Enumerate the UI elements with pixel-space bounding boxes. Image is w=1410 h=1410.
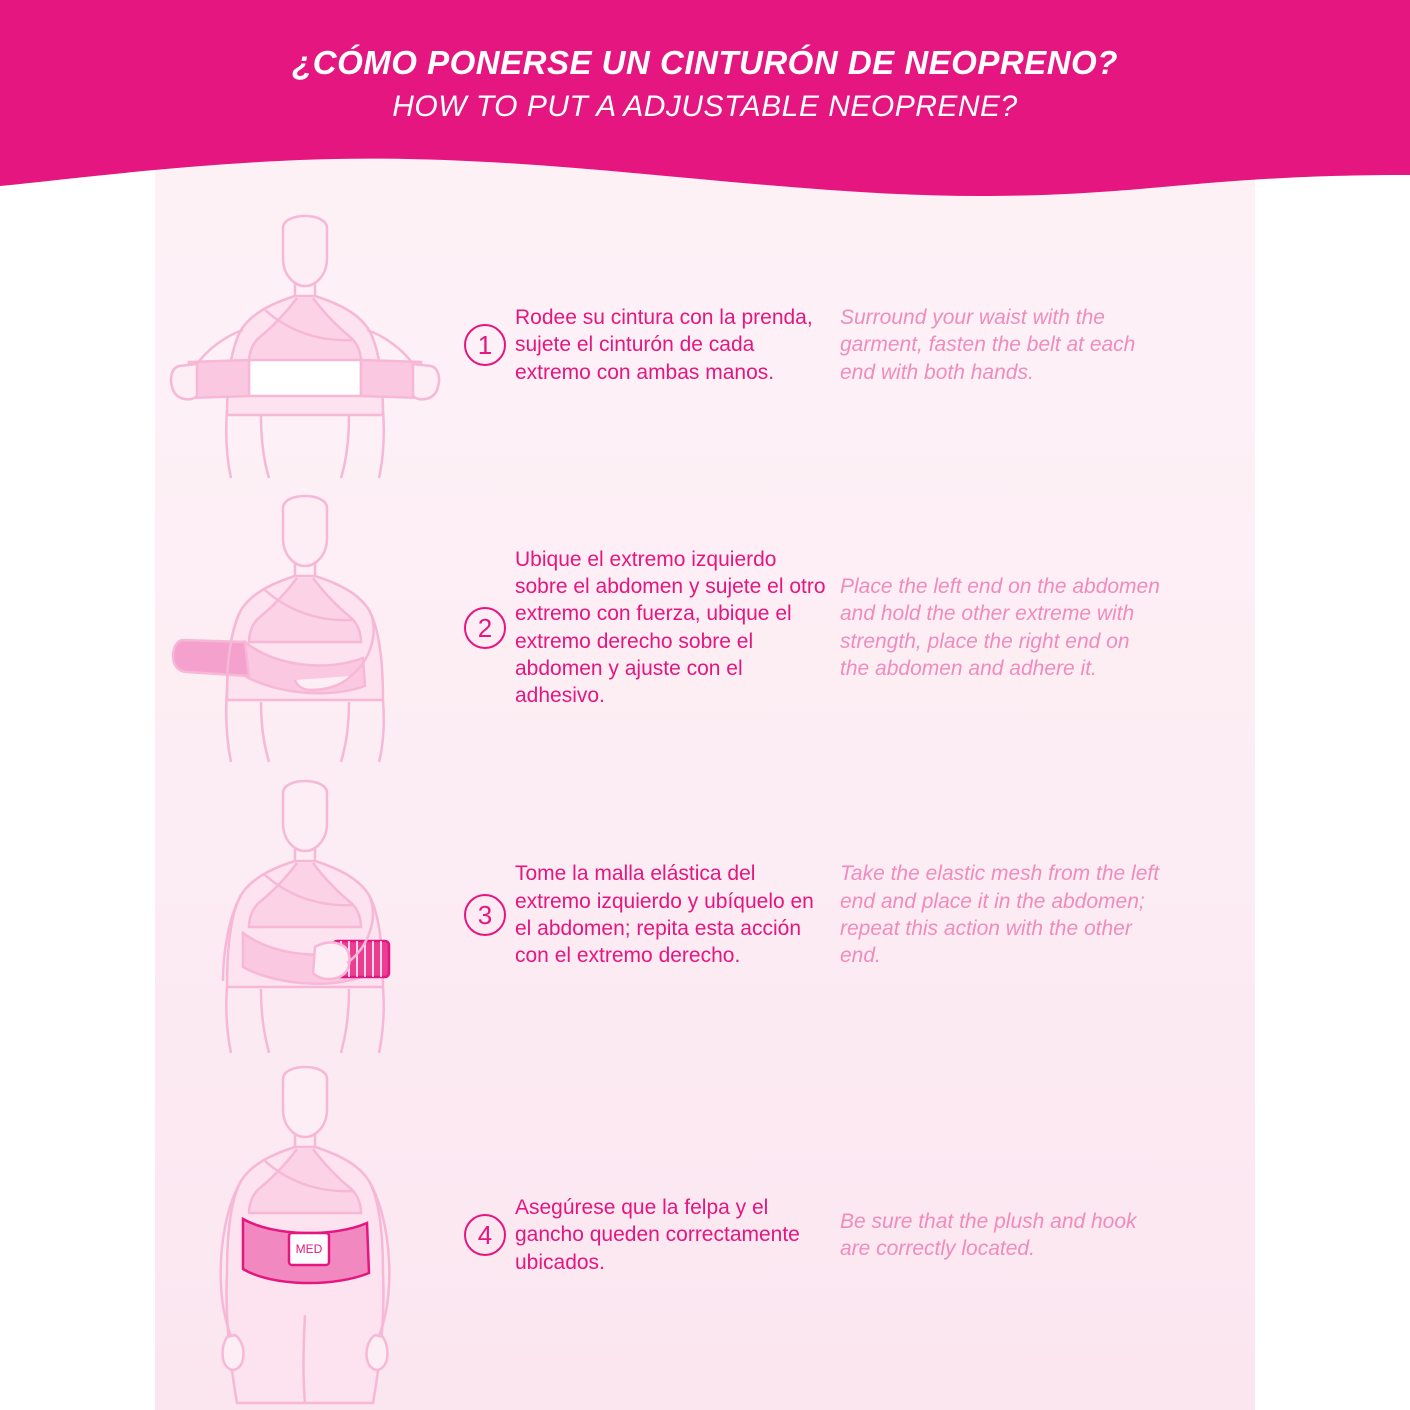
step-4 xyxy=(155,1060,1255,1410)
step-3-figure xyxy=(155,775,455,1055)
step-2 xyxy=(155,485,1255,770)
step-1-number-badge xyxy=(455,324,515,366)
title-spanish: ¿CÓMO PONERSE UN CINTURÓN DE NEOPRENO? xyxy=(292,44,1118,81)
step-4-number: 4 xyxy=(464,1214,506,1256)
step-1-figure xyxy=(155,210,455,480)
step-1-number: 1 xyxy=(464,324,506,366)
woman-belt-fastened-with-label-illustration xyxy=(165,1065,445,1405)
title-english: HOW TO PUT A ADJUSTABLE NEOPRENE? xyxy=(392,90,1018,123)
step-2-figure xyxy=(155,490,455,765)
step-4-text-spanish: Asegúrese que la felpa y el gancho queden correctamente ubicados. xyxy=(515,1196,800,1274)
svg-text:MED: MED xyxy=(295,1242,323,1256)
step-2-text-spanish: Ubique el extremo izquierdo sobre el abdomen y sujete el otro extremo con fuerza, ubique el extremo derecho sobre el abdomen y ajuste con el adhesivo. xyxy=(515,547,826,708)
step-2-text-english: Place the left end on the abdomen and hold the other extreme with strength, place the right end on the abdomen and adhere it. xyxy=(840,574,1160,680)
step-3-number-badge xyxy=(455,894,515,936)
step-3-text-english: Take the elastic mesh from the left end and place it in the abdomen; repeat this action with the other end. xyxy=(840,862,1160,968)
step-1-text-english: Surround your waist with the garment, fasten the belt at each end with both hands. xyxy=(840,306,1136,384)
woman-placing-left-end-illustration xyxy=(165,490,445,765)
step-1 xyxy=(155,205,1255,485)
step-4-figure xyxy=(155,1065,455,1405)
poster-header xyxy=(0,0,1410,205)
step-2-number-badge xyxy=(455,607,515,649)
step-4-text-english: Be sure that the plush and hook are correctly located. xyxy=(840,1209,1137,1260)
step-4-number-badge xyxy=(455,1214,515,1256)
step-1-text-spanish: Rodee su cintura con la prenda, sujete el cinturón de cada extremo con ambas manos. xyxy=(515,306,813,384)
step-3 xyxy=(155,770,1255,1060)
step-2-number: 2 xyxy=(464,607,506,649)
step-3-number: 3 xyxy=(464,894,506,936)
step-3-text-spanish: Tome la malla elástica del extremo izquierdo y ubíquelo en el abdomen; repita esta acción con el extremo derecho. xyxy=(515,862,814,968)
woman-placing-elastic-mesh-illustration xyxy=(165,775,445,1055)
woman-holding-belt-both-ends-illustration xyxy=(165,210,445,480)
header-titles xyxy=(0,44,1410,124)
steps-list xyxy=(155,205,1255,1410)
